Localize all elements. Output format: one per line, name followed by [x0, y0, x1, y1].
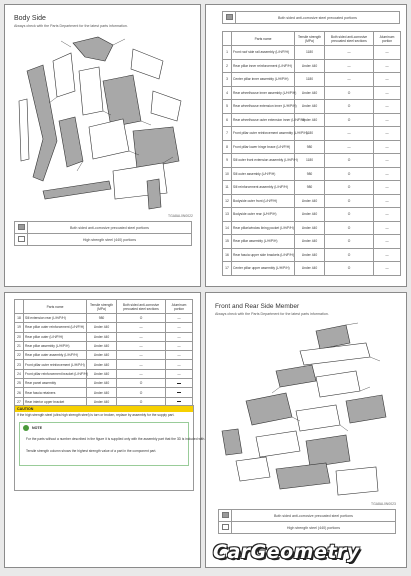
col-number [223, 32, 232, 46]
row-precoated: O [325, 262, 374, 276]
row-parts-name: Rear pillar assembly (L/H/P/H) [232, 235, 295, 249]
row-parts-name: Front pillar outer reinforcement assembly (L/H/P/H) [232, 127, 295, 141]
row-tensile: Under 440 [295, 59, 325, 73]
caution-text: If the high strength steel (ultra high strength steel) is torn or broken, replace by assembly for the supply part. [17, 413, 175, 417]
row-number: 10 [223, 167, 232, 181]
figure-code: TGA8AL0N0022 [168, 214, 193, 218]
row-number: 8 [223, 140, 232, 154]
row-precoated: — [325, 127, 374, 141]
table-row [15, 351, 193, 360]
row-precoated: O [325, 194, 374, 208]
col-tensile: Tensile strength (MPa) [87, 300, 117, 314]
row-number: 12 [223, 194, 232, 208]
row-precoated: O [325, 248, 374, 262]
row-number: 24 [15, 369, 24, 378]
table-row [223, 100, 401, 114]
row-aluminum: — [374, 100, 401, 114]
row-parts-name: Bodyside outer front (L/H/P/H) [232, 194, 295, 208]
row-number: 9 [223, 154, 232, 168]
row-precoated: — [117, 341, 166, 350]
row-parts-name: Sill extension rear (L/H/P/H) [24, 314, 87, 323]
row-parts-name: Bodyside outer rear (L/H/P/H) [232, 208, 295, 222]
row-aluminum: — [374, 73, 401, 87]
precoated-swatch [222, 512, 229, 518]
row-number: 5 [223, 100, 232, 114]
row-precoated: — [117, 323, 166, 332]
high-strength-swatch [18, 236, 25, 242]
row-aluminum: — [166, 332, 193, 341]
legend-row [15, 234, 192, 246]
row-precoated: — [325, 140, 374, 154]
row-aluminum: — [374, 127, 401, 141]
table-header [223, 32, 401, 46]
legend-table [14, 221, 192, 246]
row-parts-name: Rear pillar/window lining pocket (L/H/P/H) [232, 221, 295, 235]
row-aluminum: — [374, 140, 401, 154]
table-row [223, 208, 401, 222]
row-parts-name: Rear pillar inner reinforcement (L/H/P/H) [232, 59, 295, 73]
table-row [15, 360, 193, 369]
row-precoated: O [325, 208, 374, 222]
row-parts-name: Rear interior upper bracket [24, 397, 87, 406]
row-tensile: Under 440 [87, 332, 117, 341]
row-number: 20 [15, 332, 24, 341]
table-row [15, 314, 193, 323]
row-parts-name: Rear pillar outer (L/H/P/H) [24, 332, 87, 341]
row-aluminum: — [166, 314, 193, 323]
table-row [223, 194, 401, 208]
row-number: 6 [223, 113, 232, 127]
row-tensile: 980 [295, 140, 325, 154]
row-parts-name: Center pillar upper assembly (L/H/P/H) [232, 262, 295, 276]
row-tensile: 1180 [295, 127, 325, 141]
table-row [223, 235, 401, 249]
row-parts-name: Rear pillar assembly (L/H/P/H) [24, 341, 87, 350]
legend-label: Both sided anti-corrosive precoated steel portions [232, 510, 396, 522]
row-aluminum: — [374, 113, 401, 127]
row-precoated: O [325, 113, 374, 127]
table-row [223, 46, 401, 60]
row-number: 2 [223, 59, 232, 73]
table-header [15, 300, 193, 314]
precoated-swatch [226, 14, 233, 20]
table-row [223, 248, 401, 262]
legend-table [222, 11, 400, 24]
watermark-logo: CarGeometry [213, 541, 360, 563]
row-tensile: 980 [295, 167, 325, 181]
table-row [223, 262, 401, 276]
row-parts-name: Rear fascia retainers [24, 388, 87, 397]
row-precoated: O [325, 221, 374, 235]
col-number [15, 300, 24, 314]
row-tensile: Under 440 [295, 248, 325, 262]
table-row [223, 221, 401, 235]
row-number: 14 [223, 221, 232, 235]
row-tensile: Under 440 [87, 397, 117, 406]
row-tensile: Under 440 [87, 360, 117, 369]
row-precoated: — [117, 369, 166, 378]
row-number: 4 [223, 86, 232, 100]
row-tensile: Under 440 [87, 379, 117, 388]
row-aluminum: — [374, 167, 401, 181]
row-aluminum: — [374, 86, 401, 100]
row-number: 18 [15, 314, 24, 323]
row-parts-name: Front roof side rail assembly (L/H/P/H) [232, 46, 295, 60]
col-precoated: Both sided anti-corrosive precoated steel sections [117, 300, 166, 314]
table-row [15, 341, 193, 350]
row-precoated: O [117, 388, 166, 397]
table-row [223, 181, 401, 195]
row-tensile: 980 [295, 181, 325, 195]
manual-page-parts-table [205, 4, 407, 287]
row-parts-name: Center pillar inner assembly (L/H/P/H) [232, 73, 295, 87]
row-tensile: Under 440 [295, 221, 325, 235]
table-row [15, 369, 193, 378]
row-parts-name: Rear pillar outer assembly (L/H/P/H) [24, 351, 87, 360]
row-number: 27 [15, 397, 24, 406]
row-tensile: Under 440 [295, 208, 325, 222]
row-number: 11 [223, 181, 232, 195]
caution-title: CAUTION [15, 406, 193, 412]
row-aluminum: — [374, 59, 401, 73]
row-parts-name: Front pillar reinforcement bracket (L/H/P/H) [24, 369, 87, 378]
row-aluminum: — [166, 360, 193, 369]
row-precoated: O [325, 100, 374, 114]
row-parts-name: Rear pillar outer reinforcement (L/H/P/H) [24, 323, 87, 332]
row-precoated: — [325, 73, 374, 87]
table-row [15, 332, 193, 341]
row-number: 7 [223, 127, 232, 141]
row-number: 1 [223, 46, 232, 60]
row-aluminum: — [374, 194, 401, 208]
row-parts-name: Rear fascia upper side brackets (L/H/P/H) [232, 248, 295, 262]
row-parts-name: Front pillar outer reinforcement (L/H/P/H) [24, 360, 87, 369]
row-tensile: Under 440 [295, 235, 325, 249]
table-row [15, 323, 193, 332]
note-bullet: For the parts without a number described in the figure it is supplied only with the assembly part that the 3D is included with. [26, 437, 206, 441]
row-tensile: Under 440 [87, 323, 117, 332]
high-strength-swatch [222, 524, 229, 530]
row-aluminum: — [374, 248, 401, 262]
row-precoated: — [117, 351, 166, 360]
row-parts-name: Rear wheelhouse extension inner (L/H/P/H) [232, 100, 295, 114]
row-aluminum: — [374, 208, 401, 222]
table-row [223, 154, 401, 168]
table-row [223, 167, 401, 181]
row-parts-name: Rear panel assembly [24, 379, 87, 388]
row-aluminum: — [374, 235, 401, 249]
col-parts-name: Parts name [24, 300, 87, 314]
precoated-swatch [18, 224, 25, 230]
row-number: 22 [15, 351, 24, 360]
row-number: 26 [15, 388, 24, 397]
row-tensile: Under 440 [87, 369, 117, 378]
legend-label: High strength steel (440) portions [28, 234, 192, 246]
side-member-exploded-diagram [216, 321, 396, 501]
row-precoated: O [325, 154, 374, 168]
row-number: 16 [223, 248, 232, 262]
note-bullet: Tensile strength column shows the highest strength value of a part in the component part. [26, 449, 157, 453]
row-aluminum: — [374, 46, 401, 60]
row-number: 23 [15, 360, 24, 369]
row-aluminum: — [166, 323, 193, 332]
note-icon [23, 425, 29, 431]
row-aluminum: — [166, 341, 193, 350]
row-number: 3 [223, 73, 232, 87]
row-tensile: Under 440 [295, 262, 325, 276]
legend-label: High strength steel (440) portions [232, 522, 396, 534]
row-number: 13 [223, 208, 232, 222]
row-tensile: Under 440 [295, 100, 325, 114]
row-tensile: 980 [87, 314, 117, 323]
table-row [223, 127, 401, 141]
row-tensile: Under 440 [295, 194, 325, 208]
row-tensile: Under 440 [295, 86, 325, 100]
parts-note: Always check with the Parts Department for the latest parts information. [14, 24, 128, 28]
row-number: 19 [15, 323, 24, 332]
row-precoated: — [325, 59, 374, 73]
row-precoated: O [117, 397, 166, 406]
row-parts-name: Sill reinforcement assembly (L/H/P/H) [232, 181, 295, 195]
row-tensile: 1180 [295, 46, 325, 60]
body-side-exploded-diagram [13, 31, 193, 211]
row-aluminum: — [374, 154, 401, 168]
row-precoated: — [325, 46, 374, 60]
aluminum-mark [177, 383, 181, 384]
row-parts-name: Sill outer assembly (L/H/P/H) [232, 167, 295, 181]
row-parts-name: Rear wheelhouse inner assembly (L/H/P/H) [232, 86, 295, 100]
note-box [19, 422, 206, 466]
manual-page-body-side [4, 4, 201, 287]
row-aluminum: — [374, 181, 401, 195]
row-number: 17 [223, 262, 232, 276]
row-precoated: O [325, 167, 374, 181]
row-aluminum: — [374, 221, 401, 235]
row-parts-name: Sill outer front extension assembly (L/H/P/H) [232, 154, 295, 168]
legend-label: Both sided anti-corrosive precoated steel portions [28, 222, 192, 234]
col-aluminum: Aluminum portion [374, 32, 401, 46]
col-aluminum: Aluminum portion [166, 300, 193, 314]
col-tensile: Tensile strength (MPa) [295, 32, 325, 46]
manual-page-parts-table-continued [4, 292, 206, 568]
legend-label: Both sided anti-corrosive steel precoated portions [236, 12, 400, 24]
page-title: Front and Rear Side Member [215, 303, 300, 310]
row-precoated: O [117, 379, 166, 388]
note-title: NOTE [32, 426, 42, 430]
row-tensile: Under 440 [87, 388, 117, 397]
row-precoated: O [325, 235, 374, 249]
table-row [223, 140, 401, 154]
table-row [223, 59, 401, 73]
legend-table [218, 509, 396, 534]
row-number: 15 [223, 235, 232, 249]
row-tensile: 1180 [295, 73, 325, 87]
row-aluminum: — [166, 351, 193, 360]
row-precoated: — [117, 332, 166, 341]
row-aluminum [166, 388, 193, 397]
row-precoated: O [117, 314, 166, 323]
legend-row [15, 222, 192, 234]
row-tensile: Under 440 [87, 341, 117, 350]
row-tensile: Under 440 [87, 351, 117, 360]
row-parts-name: Rear wheelhouse outer extension inner (L/H/P/H) [232, 113, 295, 127]
parts-note: Always check with the Parts Department for the latest parts information. [215, 312, 329, 316]
manual-page-side-member [205, 292, 407, 568]
row-parts-name: Front pillar lower hinge brace (L/H/P/H) [232, 140, 295, 154]
parts-spec-table [222, 31, 401, 276]
row-tensile: 1180 [295, 154, 325, 168]
row-number: 21 [15, 341, 24, 350]
row-aluminum: — [166, 369, 193, 378]
row-aluminum [166, 379, 193, 388]
row-tensile: Under 440 [295, 113, 325, 127]
caution-box [14, 405, 206, 491]
table-row [223, 73, 401, 87]
figure-code: TGA8AL0N0023 [371, 502, 396, 506]
row-number: 25 [15, 379, 24, 388]
parts-spec-table [14, 299, 193, 407]
col-parts-name: Parts name [232, 32, 295, 46]
row-precoated: — [117, 360, 166, 369]
row-precoated: O [325, 181, 374, 195]
col-precoated: Both sided anti-corrosive precoated steel sections [325, 32, 374, 46]
aluminum-mark [177, 401, 181, 402]
table-row [15, 379, 193, 388]
table-row [15, 388, 193, 397]
aluminum-mark [177, 392, 181, 393]
row-aluminum: — [374, 262, 401, 276]
table-row [223, 113, 401, 127]
page-title: Body Side [14, 15, 46, 22]
row-precoated: O [325, 86, 374, 100]
table-row [223, 86, 401, 100]
